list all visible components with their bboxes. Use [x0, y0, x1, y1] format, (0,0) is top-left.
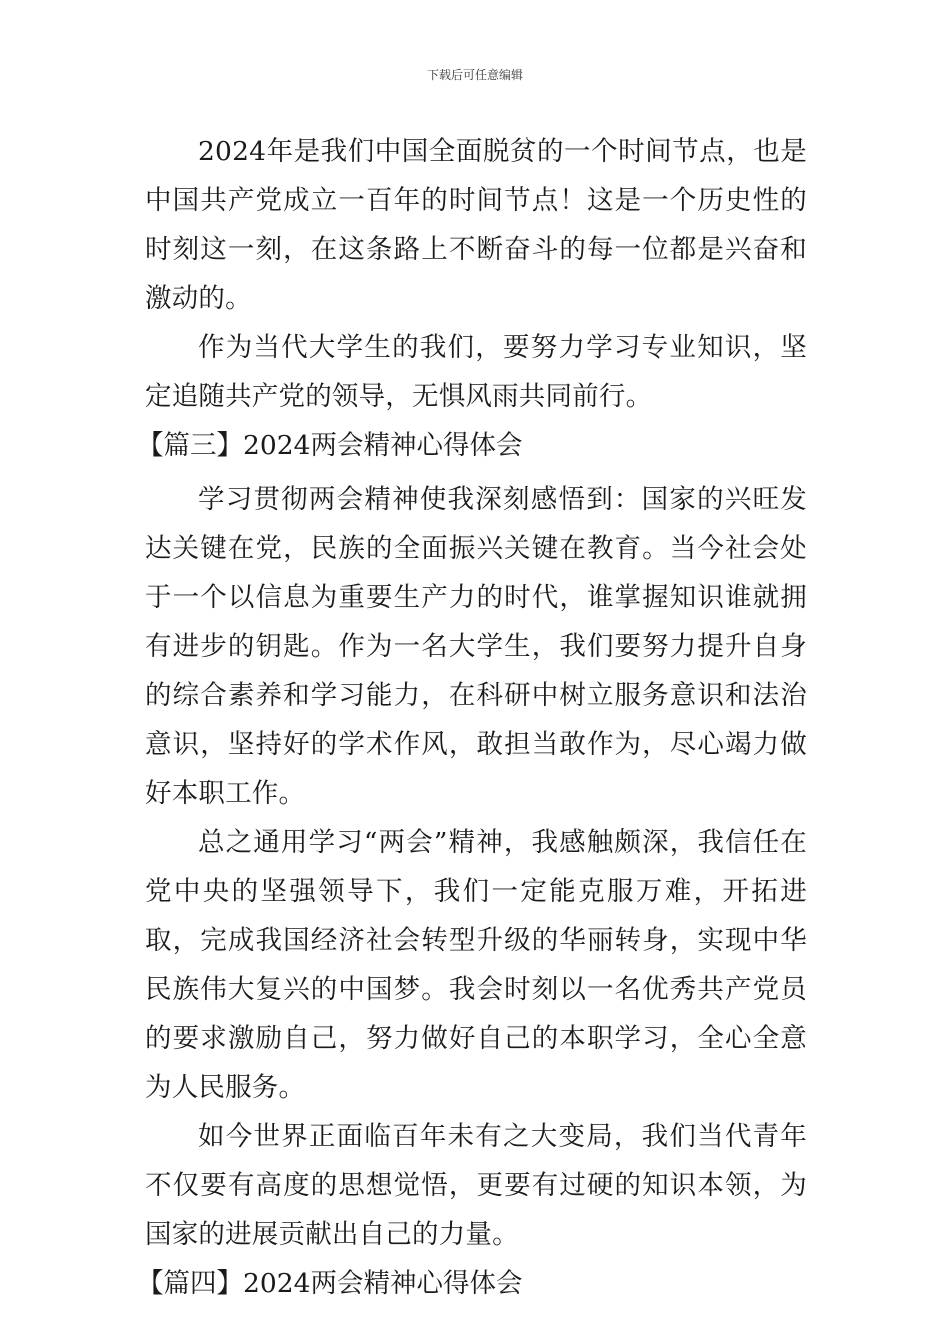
paragraph-2: 作为当代大学生的我们，要努力学习专业知识，坚定追随共产党的领导，无惧风雨共同前行。 — [145, 332, 807, 412]
paragraph-3: 学习贯彻两会精神使我深刻感悟到：国家的兴旺发达关键在党，民族的全面振兴关键在教育。当今社会处于一个以信息为重要生产力的时代，谁掌握知识谁就拥有进步的钥匙。作为一名大学生，我们要努力提升自身的综合素养和学习能力，在科研中树立服务意识和法治意识，坚持好的学术作风，敢担当敢作为，尽心竭力做好本职工作。 — [145, 484, 807, 809]
header-note: 下载后可任意编辑 — [426, 68, 523, 82]
paragraph-4: 总之通用学习“两会”精神，我感触颇深，我信任在党中央的坚强领导下，我们一定能克服万难，开拓进取，完成我国经济社会转型升级的华丽转身，实现中华民族伟大复兴的中国梦。我会时刻以一名优秀共产党员的要求激励自己，努力做好自己的本职学习，全心全意为人民服务。 — [145, 827, 807, 1103]
paragraph-5: 如今世界正面临百年未有之大变局，我们当代青年不仅要有高度的思想觉悟，更要有过硬的知识本领，为国家的进展贡献出自己的力量。 — [145, 1121, 807, 1250]
section-heading-3: 【篇三】2024两会精神心得体会 — [137, 430, 523, 461]
text-block-2 — [137, 475, 807, 1308]
text-block-1 — [137, 127, 807, 470]
paragraph-1: 2024年是我们中国全面脱贫的一个时间节点，也是中国共产党成立一百年的时间节点！这是一个历史性的时刻这一刻，在这条路上不断奋斗的每一位都是兴奋和激动的。 — [145, 136, 807, 314]
section-heading-4: 【篇四】2024两会精神心得体会 — [137, 1268, 523, 1299]
